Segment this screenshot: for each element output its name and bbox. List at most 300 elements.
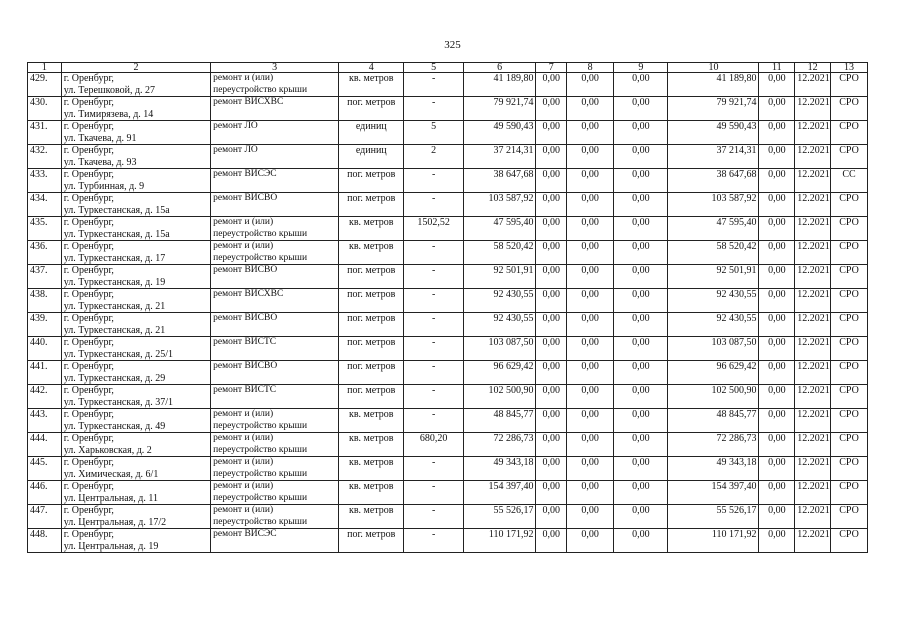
date-cell-text: 12.2021 [797,265,830,276]
address-cell-text: ул. Центральная, д. 17/2 [63,516,167,528]
work-type-cell-text: ремонт и (или) [213,217,274,227]
fund-cost-cell-text: 48 845,77 [716,409,757,420]
address-cell-text: ул. Центральная, д. 19 [63,540,159,552]
fund-cost-cell-text: 110 171,92 [711,529,757,540]
row-number [28,121,62,145]
address-cell [61,145,210,169]
table-row [28,169,868,193]
type-cell-text: СРО [839,313,859,324]
address-cell [61,409,210,433]
date-cell-text: 12.2021 [797,409,830,420]
table-row [28,361,868,385]
value-cell [759,529,795,553]
address-cell [61,337,210,361]
type-cell-text: СРО [839,337,859,348]
value-cell-text: 0,00 [632,73,650,84]
fund-cost-cell [668,409,759,433]
unit-cell-text: пог. метров [347,169,396,180]
date-cell-text: 12.2021 [797,289,830,300]
value-cell [614,217,668,241]
value-cell-text: 0,00 [632,529,650,540]
value-cell-text: 0,00 [632,433,650,444]
total-cost-cell [463,289,536,313]
volume-cell [404,241,463,265]
fund-cost-cell [668,193,759,217]
type-cell-text: СРО [839,457,859,468]
row-number-text: 436. [30,241,48,252]
row-number-text: 434. [30,193,48,204]
fund-cost-cell [668,97,759,121]
value-cell [759,241,795,265]
volume-cell [404,457,463,481]
row-number [28,73,62,97]
date-cell-text: 12.2021 [797,145,830,156]
fund-cost-cell-text: 92 430,55 [716,313,757,324]
volume-cell-text: - [431,97,436,108]
address-cell-text: г. Оренбург, [63,193,114,204]
date-cell-text: 12.2021 [797,385,830,396]
column-header: 5 [404,63,463,73]
volume-cell [404,529,463,553]
value-cell-text: 0,00 [632,505,650,516]
table-row [28,121,868,145]
unit-cell [339,145,404,169]
address-cell-text: г. Оренбург, [63,433,114,444]
date-cell-text: 12.2021 [797,361,830,372]
type-cell-text: СРО [839,97,859,108]
date-cell [795,193,831,217]
column-header: 2 [61,63,210,73]
value-cell [567,529,614,553]
value-cell [567,409,614,433]
fund-cost-cell-text: 41 189,80 [716,73,757,84]
value-cell-text: 0,00 [768,385,786,396]
work-type-cell-text: переустройство крыши [213,84,308,95]
value-cell-text: 0,00 [581,457,599,468]
type-cell [831,313,868,337]
volume-cell [404,385,463,409]
volume-cell-text: 680,20 [419,433,448,444]
type-cell [831,457,868,481]
volume-cell [404,313,463,337]
address-cell [61,169,210,193]
value-cell-text: 0,00 [768,73,786,84]
row-number [28,433,62,457]
unit-cell-text: пог. метров [347,529,396,540]
value-cell-text: 0,00 [632,313,650,324]
column-header: 6 [463,63,536,73]
type-cell [831,505,868,529]
volume-cell [404,121,463,145]
value-cell-text: 0,00 [581,73,599,84]
unit-cell-text: единиц [355,121,387,132]
total-cost-cell-text: 110 171,92 [488,529,534,540]
address-cell-text: ул. Туркестанская, д. 17 [63,252,166,264]
work-type-cell [211,289,339,313]
volume-cell-text: - [431,289,436,300]
column-header: 4 [339,63,404,73]
row-number-text: 443. [30,409,48,420]
value-cell [567,217,614,241]
total-cost-cell-text: 37 214,31 [493,145,534,156]
unit-cell [339,361,404,385]
row-number-text: 430. [30,97,48,108]
address-cell-text: г. Оренбург, [63,457,114,468]
unit-cell-text: кв. метров [348,241,394,252]
value-cell [536,361,567,385]
address-cell-text: г. Оренбург, [63,385,114,396]
total-cost-cell [463,409,536,433]
address-cell-text: г. Оренбург, [63,121,114,132]
value-cell-text: 0,00 [632,409,650,420]
type-cell-text: СРО [839,217,859,228]
value-cell [536,217,567,241]
volume-cell-text: - [431,385,436,396]
value-cell-text: 0,00 [768,97,786,108]
date-cell [795,169,831,193]
unit-cell [339,457,404,481]
type-cell [831,145,868,169]
total-cost-cell-text: 49 590,43 [493,121,534,132]
row-number [28,457,62,481]
value-cell-text: 0,00 [581,409,599,420]
type-cell-text: СРО [839,145,859,156]
row-number [28,361,62,385]
total-cost-cell [463,97,536,121]
value-cell [567,433,614,457]
value-cell-text: 0,00 [632,145,650,156]
date-cell-text: 12.2021 [797,169,830,180]
fund-cost-cell-text: 154 397,40 [711,481,757,492]
total-cost-cell-text: 48 845,77 [493,409,534,420]
unit-cell [339,385,404,409]
type-cell-text: СРО [839,409,859,420]
work-type-cell-text: ремонт ЛО [213,121,258,131]
value-cell [759,409,795,433]
address-cell-text: ул. Туркестанская, д. 29 [63,372,166,384]
value-cell-text: 0,00 [542,265,561,276]
value-cell-text: 0,00 [542,145,561,156]
type-cell-text: СРО [839,193,859,204]
value-cell [567,145,614,169]
column-header: 10 [668,63,759,73]
address-cell-text: г. Оренбург, [63,145,114,156]
unit-cell-text: единиц [355,145,387,156]
value-cell [614,289,668,313]
fund-cost-cell [668,529,759,553]
value-cell-text: 0,00 [632,217,650,228]
row-number [28,217,62,241]
volume-cell-text: 1502,52 [417,217,450,228]
address-cell-text: ул. Турбинная, д. 9 [63,180,145,192]
address-cell [61,505,210,529]
unit-cell [339,217,404,241]
table-row [28,313,868,337]
total-cost-cell-text: 92 430,55 [493,289,534,300]
address-cell-text: ул. Туркестанская, д. 37/1 [63,396,173,408]
total-cost-cell-text: 102 500,90 [488,385,534,396]
address-cell-text: ул. Туркестанская, д. 19 [63,276,166,288]
table-row [28,337,868,361]
value-cell-text: 0,00 [581,481,599,492]
fund-cost-cell [668,73,759,97]
table-body [28,73,868,553]
value-cell-text: 0,00 [768,457,786,468]
work-type-cell-text: переустройство крыши [213,252,308,263]
work-type-cell-text: ремонт и (или) [213,505,274,515]
value-cell [759,385,795,409]
total-cost-cell [463,433,536,457]
unit-cell-text: кв. метров [348,409,394,420]
table-row [28,529,868,553]
row-number-text: 441. [30,361,48,372]
date-cell-text: 12.2021 [797,73,830,84]
volume-cell [404,289,463,313]
total-cost-cell [463,145,536,169]
address-cell-text: г. Оренбург, [63,337,114,348]
address-cell [61,289,210,313]
column-header: 12 [795,63,831,73]
value-cell [759,481,795,505]
unit-cell [339,337,404,361]
address-cell-text: ул. Ткачева, д. 91 [63,132,137,144]
row-number-text: 446. [30,481,48,492]
address-cell-text: г. Оренбург, [63,289,114,300]
table-row [28,385,868,409]
value-cell [536,433,567,457]
value-cell [614,241,668,265]
total-cost-cell [463,313,536,337]
total-cost-cell [463,169,536,193]
value-cell-text: 0,00 [581,289,599,300]
value-cell-text: 0,00 [632,193,650,204]
type-cell [831,241,868,265]
value-cell-text: 0,00 [768,337,786,348]
work-type-cell-text: переустройство крыши [213,468,308,479]
date-cell [795,505,831,529]
total-cost-cell [463,241,536,265]
row-number [28,289,62,313]
address-cell-text: г. Оренбург, [63,97,114,108]
value-cell-text: 0,00 [632,169,650,180]
unit-cell [339,409,404,433]
fund-cost-cell-text: 49 590,43 [716,121,757,132]
work-type-cell-text: переустройство крыши [213,444,308,455]
value-cell [759,193,795,217]
work-type-cell-text: ремонт и (или) [213,73,274,83]
column-header: 1 [28,63,62,73]
value-cell-text: 0,00 [581,361,599,372]
date-cell-text: 12.2021 [797,337,830,348]
value-cell-text: 0,00 [632,265,650,276]
value-cell [759,313,795,337]
value-cell-text: 0,00 [581,121,599,132]
date-cell [795,433,831,457]
value-cell [536,529,567,553]
total-cost-cell-text: 154 397,40 [488,481,534,492]
volume-cell [404,433,463,457]
address-cell [61,193,210,217]
value-cell [759,169,795,193]
type-cell [831,337,868,361]
unit-cell-text: кв. метров [348,73,394,84]
type-cell [831,529,868,553]
table-row [28,505,868,529]
work-type-cell [211,505,339,529]
fund-cost-cell-text: 47 595,40 [716,217,757,228]
value-cell-text: 0,00 [632,241,650,252]
work-type-cell-text: переустройство крыши [213,228,308,239]
column-header: 7 [536,63,567,73]
type-cell-text: СРО [839,73,859,84]
type-cell [831,481,868,505]
type-cell [831,121,868,145]
type-cell [831,265,868,289]
table-row [28,193,868,217]
value-cell-text: 0,00 [632,361,650,372]
value-cell [536,145,567,169]
value-cell [536,241,567,265]
work-type-cell [211,529,339,553]
total-cost-cell-text: 47 595,40 [493,217,534,228]
fund-cost-cell-text: 79 921,74 [716,97,757,108]
volume-cell [404,217,463,241]
value-cell [614,481,668,505]
volume-cell-text: - [431,481,436,492]
value-cell [614,337,668,361]
fund-cost-cell [668,433,759,457]
value-cell-text: 0,00 [768,409,786,420]
date-cell [795,409,831,433]
work-type-cell-text: ремонт и (или) [213,457,274,467]
work-type-cell [211,313,339,337]
unit-cell [339,505,404,529]
value-cell [536,193,567,217]
type-cell [831,193,868,217]
work-type-cell [211,73,339,97]
value-cell-text: 0,00 [542,337,561,348]
address-cell-text: ул. Туркестанская, д. 49 [63,420,166,432]
table-row [28,433,868,457]
row-number-text: 432. [30,145,48,156]
work-type-cell [211,385,339,409]
repair-schedule-table [27,62,868,553]
work-type-cell-text: переустройство крыши [213,516,308,527]
value-cell-text: 0,00 [768,313,786,324]
value-cell-text: 0,00 [542,313,561,324]
column-header: 8 [567,63,614,73]
work-type-cell [211,97,339,121]
value-cell [759,337,795,361]
unit-cell-text: пог. метров [347,361,396,372]
fund-cost-cell [668,505,759,529]
value-cell [536,313,567,337]
total-cost-cell-text: 96 629,42 [493,361,534,372]
work-type-cell [211,241,339,265]
value-cell-text: 0,00 [768,289,786,300]
value-cell [759,457,795,481]
type-cell [831,385,868,409]
value-cell-text: 0,00 [768,145,786,156]
unit-cell-text: пог. метров [347,385,396,396]
unit-cell-text: пог. метров [347,193,396,204]
total-cost-cell [463,529,536,553]
table-row [28,73,868,97]
row-number-text: 448. [30,529,48,540]
address-cell [61,217,210,241]
volume-cell [404,409,463,433]
volume-cell [404,505,463,529]
value-cell [614,361,668,385]
address-cell [61,433,210,457]
value-cell-text: 0,00 [542,73,561,84]
value-cell [614,145,668,169]
unit-cell [339,193,404,217]
fund-cost-cell [668,481,759,505]
row-number-text: 431. [30,121,48,132]
value-cell [759,289,795,313]
fund-cost-cell-text: 58 520,42 [716,241,757,252]
value-cell [536,337,567,361]
total-cost-cell [463,217,536,241]
row-number [28,169,62,193]
work-type-cell-text: ремонт и (или) [213,241,274,251]
work-type-cell [211,433,339,457]
row-number [28,265,62,289]
fund-cost-cell-text: 103 587,92 [711,193,757,204]
address-cell-text: ул. Туркестанская, д. 21 [63,300,166,312]
date-cell [795,289,831,313]
value-cell [567,193,614,217]
address-cell-text: г. Оренбург, [63,313,114,324]
type-cell-text: СРО [839,529,859,540]
value-cell-text: 0,00 [542,457,561,468]
table-header-row [28,63,868,73]
value-cell-text: 0,00 [581,217,599,228]
value-cell [614,529,668,553]
type-cell [831,361,868,385]
address-cell [61,73,210,97]
unit-cell [339,73,404,97]
value-cell-text: 0,00 [542,409,561,420]
row-number-text: 444. [30,433,48,444]
value-cell [759,97,795,121]
address-cell-text: ул. Туркестанская, д. 21 [63,324,166,336]
total-cost-cell [463,457,536,481]
date-cell [795,385,831,409]
value-cell-text: 0,00 [542,217,561,228]
value-cell-text: 0,00 [542,481,561,492]
value-cell [567,121,614,145]
date-cell-text: 12.2021 [797,217,830,228]
total-cost-cell-text: 41 189,80 [493,73,534,84]
value-cell [536,385,567,409]
table-row [28,289,868,313]
fund-cost-cell-text: 49 343,18 [716,457,757,468]
fund-cost-cell-text: 96 629,42 [716,361,757,372]
address-cell [61,241,210,265]
volume-cell-text: 5 [431,121,437,132]
unit-cell [339,433,404,457]
value-cell-text: 0,00 [581,505,599,516]
date-cell-text: 12.2021 [797,193,830,204]
volume-cell-text: - [431,457,436,468]
date-cell [795,313,831,337]
value-cell [536,265,567,289]
type-cell-text: СРО [839,241,859,252]
work-type-cell-text: ремонт ВИСВО [213,361,278,371]
fund-cost-cell [668,457,759,481]
